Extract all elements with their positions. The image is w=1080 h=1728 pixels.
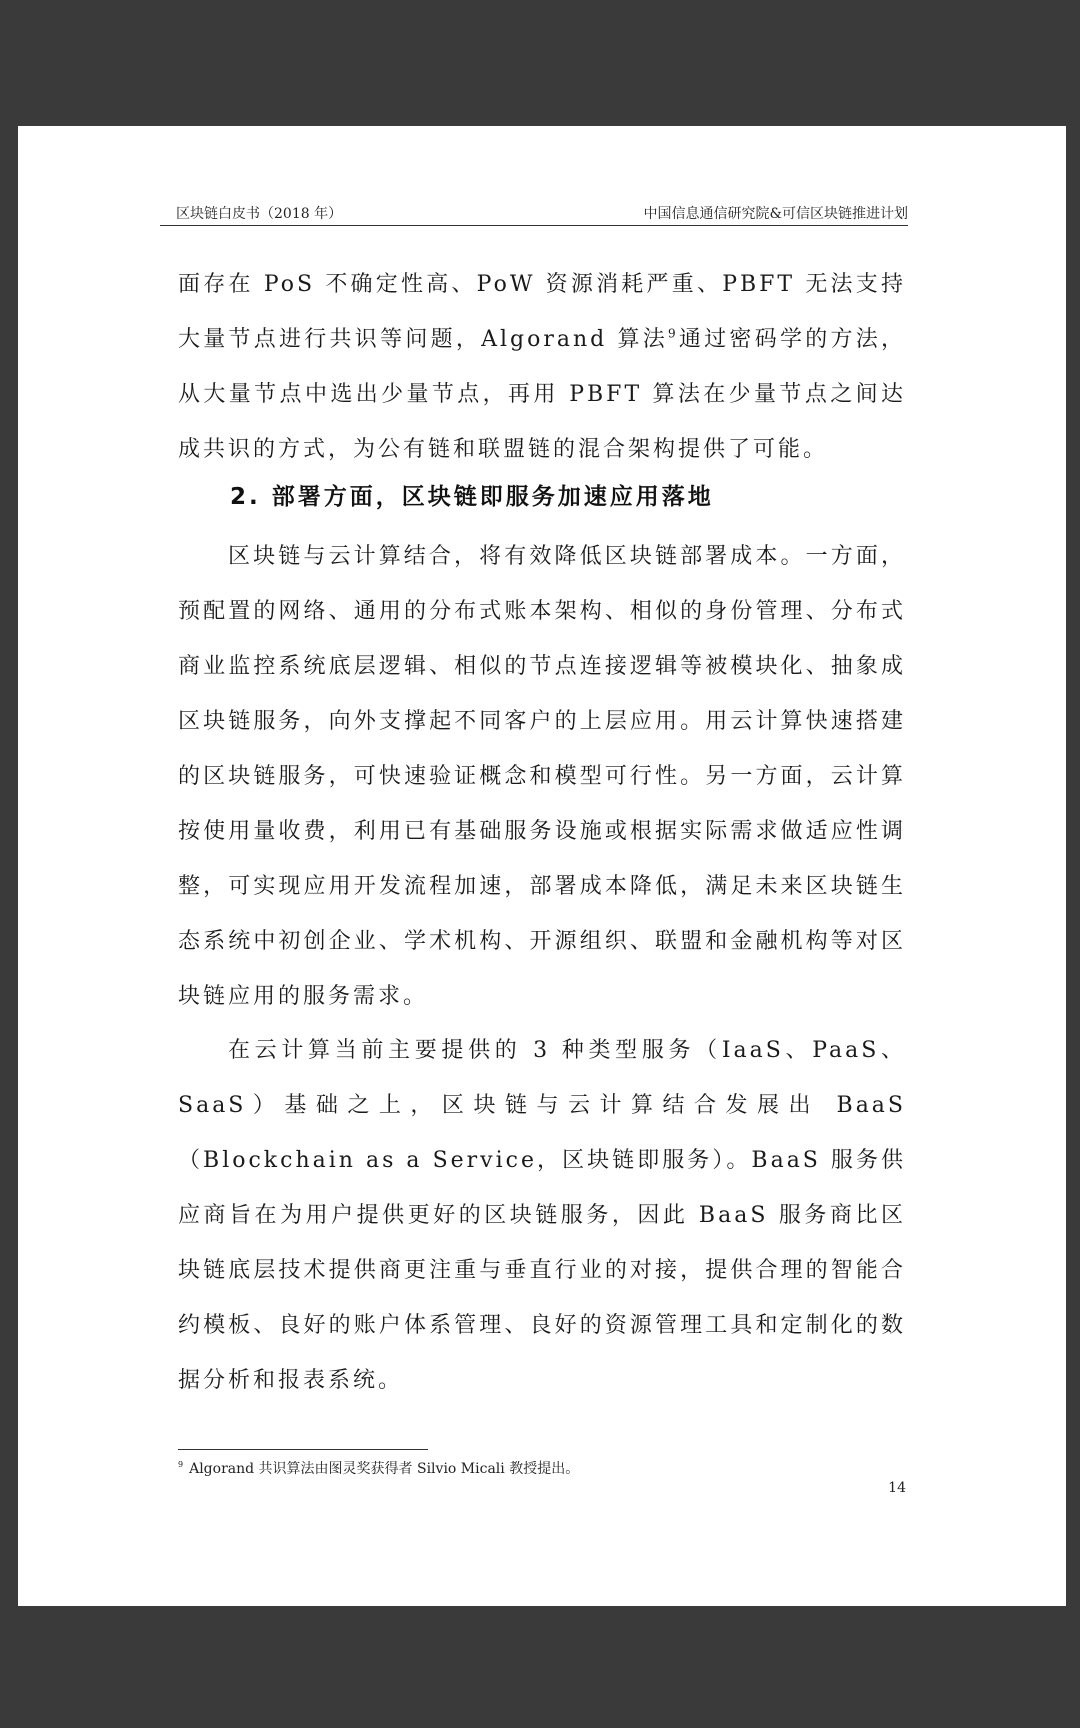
footnote-divider <box>178 1449 428 1450</box>
page-number: 14 <box>888 1480 906 1496</box>
footnote-text: Algorand 共识算法由图灵奖获得者 Silvio Micali 教授提出。 <box>189 1461 580 1477</box>
footnote-marker: 9 <box>178 1460 184 1470</box>
header-right-org: 中国信息通信研究院&可信区块链推进计划 <box>643 206 908 222</box>
footnote-ref-9[interactable]: 9 <box>668 326 679 341</box>
header-left-title: 区块链白皮书（2018 年） <box>176 206 343 222</box>
paragraph-1-part-b: 通过密码学的方法，从大量节点中选出少量节点，再用 PBFT 算法在少量节点之间达成共识的方式，为公有链和联盟链的混合架构提供了可能。 <box>178 327 906 462</box>
section-heading: 2. 部署方面，区块链即服务加速应用落地 <box>230 484 714 510</box>
footnote <box>178 1458 579 1478</box>
paragraph-1 <box>178 257 906 477</box>
paragraph-3: 在云计算当前主要提供的 3 种类型服务（IaaS、PaaS、SaaS）基础之上，区块链与云计算结合发展出 BaaS（Blockchain as a Service，区块链即服务）。BaaS 服务供应商旨在为用户提供更好的区块链服务，因此 BaaS 服务商比区块链底层技术提供商更注重与垂直行业的对接，提供合理的智能合约模板、良好的账户体系管理、良好的资源管理工具和定制化的数据分析和报表系统。 <box>178 1038 906 1393</box>
paragraph-1-part-a: 面存在 PoS 不确定性高、PoW 资源消耗严重、PBFT 无法支持大量节点进行共识等问题，Algorand 算法 <box>178 272 906 352</box>
paragraph-2: 区块链与云计算结合，将有效降低区块链部署成本。一方面，预配置的网络、通用的分布式账本架构、相似的身份管理、分布式商业监控系统底层逻辑、相似的节点连接逻辑等被模块化、抽象成区块链服务，向外支撑起不同客户的上层应用。用云计算快速搭建的区块链服务，可快速验证概念和模型可行性。另一方面，云计算按使用量收费，利用已有基础服务设施或根据实际需求做适应性调整，可实现应用开发流程加速，部署成本降低，满足未来区块链生态系统中初创企业、学术机构、开源组织、联盟和金融机构等对区块链应用的服务需求。 <box>178 544 906 1009</box>
page-header <box>160 201 908 226</box>
